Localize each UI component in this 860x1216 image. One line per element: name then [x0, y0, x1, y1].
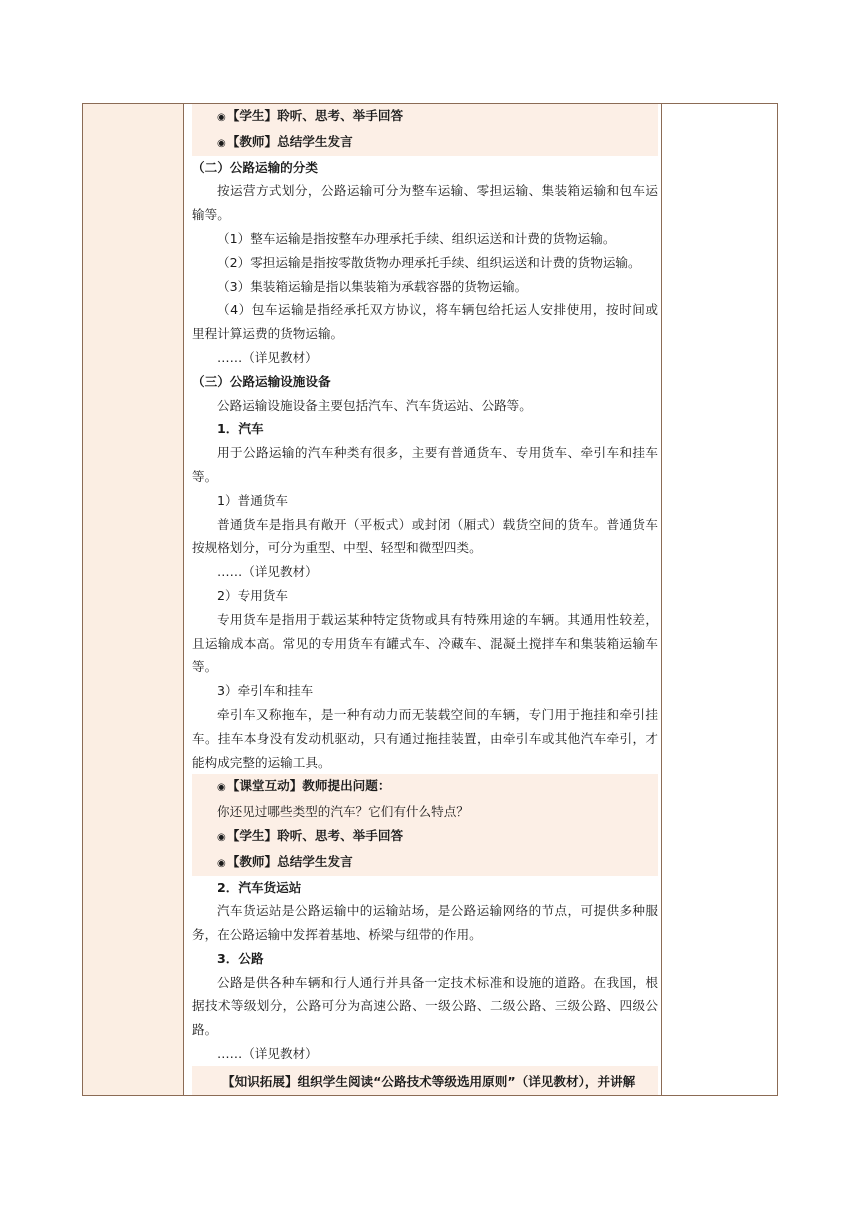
paragraph-line: 汽车货运站是公路运输中的运输站场，是公路运输网络的节点，可提供多种服 [217, 903, 658, 919]
interaction-question: 你还见过哪些类型的汽车？它们有什么特点？ [217, 804, 469, 820]
interaction-prompt: ◉【课堂互动】教师提出问题： [217, 778, 391, 794]
interaction-block [192, 774, 658, 875]
paragraph-line: 用于公路运输的汽车种类有很多，主要有普通货车、专用货车、牵引车和挂车 [217, 445, 658, 461]
see-textbook-note: ……（详见教材） [217, 1046, 318, 1062]
item-title: 3）牵引车和挂车 [217, 683, 314, 699]
bullet-icon: ◉ [217, 112, 226, 123]
bullet-icon: ◉ [217, 137, 226, 149]
lesson-table [82, 103, 778, 1096]
paragraph-line: 能构成完整的运输工具。 [192, 754, 331, 770]
extension-block [192, 1066, 658, 1095]
left-column [83, 104, 184, 1095]
subsection-heading: 1．汽车 [217, 421, 264, 437]
item-title: 2）专用货车 [217, 587, 288, 603]
list-item: （4）包车运输是指经承托双方协议，将车辆包给托运人安排使用，按时间或 [217, 302, 658, 318]
paragraph-line: 公路运输设施设备主要包括汽车、汽车货运站、公路等。 [217, 397, 532, 413]
right-column [661, 104, 777, 1095]
list-item: （3）集装箱运输是指以集装箱为承载容器的货物运输。 [217, 278, 528, 294]
list-item: （2）零担运输是指按零散货物办理承托手续、组织运送和计费的货物运输。 [217, 254, 641, 270]
list-item: （1）整车运输是指按整车办理承托手续、组织运送和计费的货物运输。 [217, 230, 616, 246]
student-reply: ◉【学生】聆听、思考、举手回答 [217, 108, 404, 123]
student-reply: ◉【学生】聆听、思考、举手回答 [217, 827, 404, 843]
bullet-icon: ◉ [217, 857, 226, 869]
see-textbook-note: ……（详见教材） [217, 349, 318, 365]
see-textbook-note: ……（详见教材） [217, 564, 318, 580]
paragraph-line: 输等。 [192, 207, 230, 223]
paragraph-line: 且运输成本高。常见的专用货车有罐式车、冷藏车、混凝土搅拌车和集装箱运输车 [192, 635, 658, 651]
paragraph-line: 车。挂车本身没有发动机驱动，只有通过拖挂装置，由牵引车或其他汽车牵引，才 [192, 730, 658, 746]
bullet-icon: ◉ [217, 782, 226, 794]
paragraph-line: 务，在公路运输中发挥着基地、桥梁与纽带的作用。 [192, 927, 482, 943]
item-title: 1）普通货车 [217, 492, 288, 508]
subsection-heading: 2．汽车货运站 [217, 879, 302, 895]
paragraph-line: 等。 [192, 659, 218, 675]
paragraph-line: 专用货车是指用于载运某种特定货物或具有特殊用途的车辆。其通用性较差， [217, 611, 658, 627]
paragraph-line: 公路是供各种车辆和行人通行并具备一定技术标准和设施的道路。在我国，根 [217, 974, 658, 990]
paragraph-line: 等。 [192, 468, 218, 484]
section-heading: （二）公路运输的分类 [192, 159, 318, 175]
bullet-icon: ◉ [217, 831, 226, 843]
discussion-block-1 [192, 104, 658, 156]
section-heading: （三）公路运输设施设备 [192, 373, 331, 389]
paragraph-line: 路。 [192, 1022, 218, 1038]
paragraph-line: 按规格划分，可分为重型、中型、轻型和微型四类。 [192, 540, 482, 556]
paragraph-line: 里程计算运费的货物运输。 [192, 326, 344, 342]
knowledge-extension: 【知识拓展】组织学生阅读“公路技术等级选用原则”（详见教材），并讲解 [222, 1073, 636, 1089]
paragraph-line: 据技术等级划分，公路可分为高速公路、一级公路、二级公路、三级公路、四级公 [192, 998, 658, 1014]
teacher-summary: ◉【教师】总结学生发言 [217, 853, 353, 869]
paragraph-line: 牵引车又称拖车，是一种有动力而无装载空间的车辆，专门用于拖挂和牵引挂 [217, 706, 658, 722]
paragraph-line: 普通货车是指具有敞开（平板式）或封闭（厢式）载货空间的货车。普通货车 [217, 516, 658, 532]
paragraph-line: 按运营方式划分，公路运输可分为整车运输、零担运输、集装箱运输和包车运 [217, 183, 658, 199]
main-column [184, 104, 663, 1095]
teacher-summary: ◉【教师】总结学生发言 [217, 133, 353, 149]
subsection-heading: 3．公路 [217, 950, 264, 966]
main-content [192, 104, 658, 1095]
